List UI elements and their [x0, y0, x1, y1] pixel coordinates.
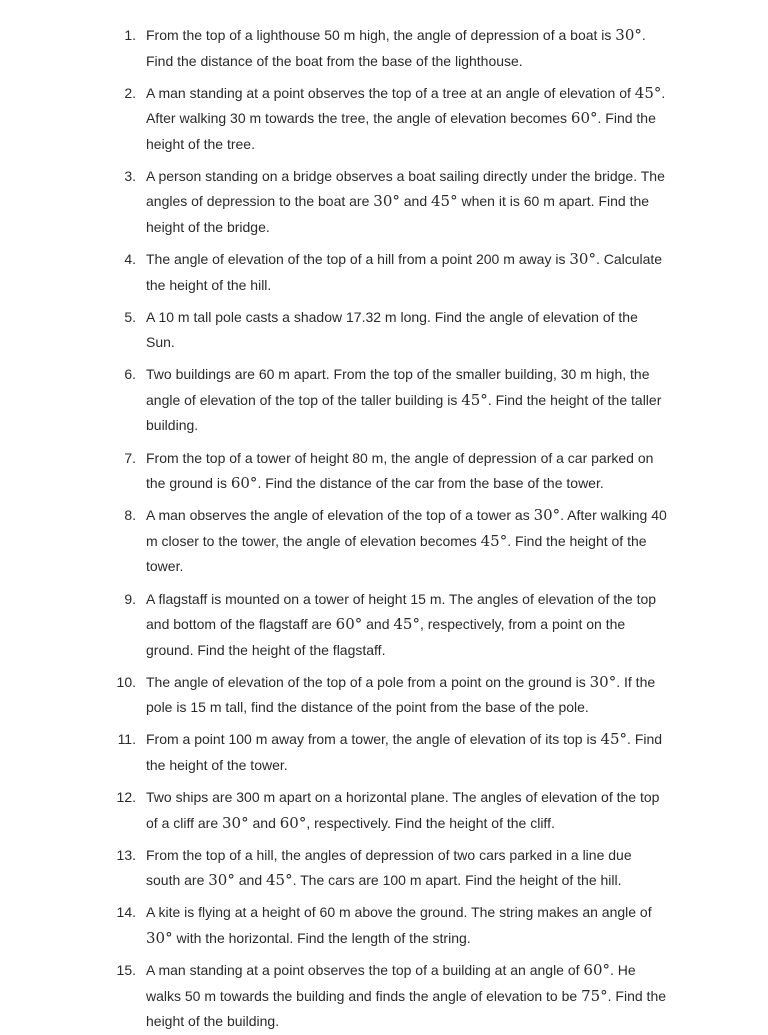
angle-value: 45° — [266, 871, 293, 890]
text-run: walks 50 m towards the building and finds the angle of elevation to be — [146, 987, 582, 1004]
angle-value: 60° — [583, 961, 611, 980]
text-run: height of the bridge. — [146, 218, 270, 235]
text-run: and — [234, 872, 266, 889]
problem-number: 4. — [124, 251, 136, 268]
angle-value: 30° — [373, 192, 400, 211]
text-run: A person standing on a bridge observes a boat sailing directly under the bridge. The — [146, 167, 665, 184]
problem-number: 8. — [124, 507, 136, 524]
problem-item — [0, 164, 708, 241]
problem-text — [146, 85, 665, 152]
problem-item — [0, 727, 708, 778]
text-run: Two buildings are 60 m apart. From the top of the smaller building, 30 m high, the — [146, 366, 650, 383]
text-run: A flagstaff is mounted on a tower of height 15 m. The angles of elevation of the top — [146, 590, 657, 607]
text-run: . — [641, 27, 646, 43]
angle-value: 45° — [461, 390, 488, 409]
problem-number: 12. — [116, 789, 136, 806]
text-run: . Find the distance of the car from the base of the tower. — [257, 475, 604, 492]
text-run: From the top of a lighthouse 50 m high, the angle of depression of a boat is — [146, 27, 616, 43]
problem-text — [146, 450, 653, 492]
text-run: . — [661, 84, 666, 101]
text-run: Sun. — [146, 334, 175, 351]
problem-text — [146, 904, 652, 946]
problem-text — [146, 27, 646, 69]
problem-list — [0, 23, 708, 1035]
angle-value: 30° — [569, 250, 596, 269]
problem-number: 10. — [116, 673, 136, 690]
text-run: with the horizontal. Find the length of the string. — [172, 929, 471, 946]
problem-text — [146, 731, 662, 773]
angle-value: 30° — [146, 928, 173, 947]
text-run: From the top of a hill, the angles of depression of two cars parked in a line due — [146, 846, 632, 863]
angle-value: 45° — [600, 730, 628, 749]
problem-number: 11. — [117, 731, 136, 748]
problem-item — [0, 23, 708, 74]
problem-item — [0, 305, 708, 356]
problem-number: 9. — [124, 590, 136, 607]
text-run: the height of the tower. — [146, 756, 288, 773]
text-run: angles of depression to the boat are — [146, 193, 374, 210]
text-run: The angle of elevation of the top of a hill from a point 200 m away is — [146, 251, 570, 268]
problem-number: 6. — [124, 366, 136, 383]
angle-value: 30° — [222, 813, 249, 832]
angle-value: 60° — [230, 474, 258, 493]
problem-text — [146, 962, 666, 1029]
text-run: of a cliff are — [146, 814, 223, 831]
angle-value: 45° — [393, 615, 420, 633]
text-run: . Find the — [597, 110, 656, 127]
problem-item — [0, 587, 708, 664]
problem-number: 7. — [124, 449, 136, 466]
text-run: ground. Find the height of the flagstaff. — [146, 641, 386, 658]
problem-item — [0, 503, 708, 580]
angle-value: 30° — [533, 506, 561, 525]
problem-item — [0, 843, 708, 894]
angle-value: 30° — [589, 672, 617, 691]
problem-item — [0, 81, 708, 158]
problem-text — [146, 847, 632, 889]
problem-item — [0, 670, 708, 721]
text-run: the ground is — [146, 475, 231, 492]
text-run: The angle of elevation of the top of a pole from a point on the ground is — [146, 673, 590, 690]
problem-number: 3. — [124, 167, 136, 184]
text-run: height of the building. — [146, 1013, 280, 1030]
problem-item — [0, 958, 708, 1035]
text-run: After walking 30 m towards the tree, the angle of elevation becomes — [146, 110, 571, 127]
angle-value: 45° — [431, 192, 458, 211]
angle-value: 75° — [581, 986, 608, 1005]
text-run: and — [399, 193, 432, 210]
problem-text — [146, 309, 638, 351]
problem-number: 14. — [116, 904, 136, 921]
text-run: . Find the height of the — [507, 532, 647, 549]
problem-number: 15. — [116, 962, 136, 979]
text-run: . Calculate — [595, 251, 663, 268]
problem-text — [146, 507, 667, 574]
problem-number: 2. — [124, 84, 136, 101]
problem-item — [0, 247, 708, 298]
text-run: Two ships are 300 m apart on a horizontal plane. The angles of elevation of the top — [146, 789, 660, 806]
angle-value: 60° — [570, 109, 598, 128]
problem-item — [0, 785, 708, 836]
text-run: and — [248, 814, 280, 831]
text-run: tower. — [146, 558, 184, 575]
angle-value: 30° — [208, 871, 235, 890]
problem-text — [146, 674, 655, 716]
text-run: height of the tree. — [146, 135, 255, 152]
text-run: From the top of a tower of height 80 m, the angle of depression of a car parked on — [146, 449, 654, 466]
angle-value: 30° — [615, 26, 642, 44]
text-run: A 10 m tall pole casts a shadow 17.32 m long. Find the angle of elevation of the — [146, 308, 638, 325]
problem-number: 1. — [124, 27, 136, 43]
problem-item — [0, 446, 708, 497]
text-run: and — [362, 616, 394, 632]
text-run: . He — [610, 962, 636, 979]
text-run: m closer to the tower, the angle of elevation becomes — [146, 532, 481, 549]
text-run: , respectively. Find the height of the cliff. — [306, 814, 555, 831]
angle-value: 60° — [279, 813, 307, 832]
text-run: A kite is flying at a height of 60 m above the ground. The string makes an angle of — [146, 904, 652, 921]
problem-number: 5. — [124, 308, 136, 325]
text-run: From a point 100 m away from a tower, the angle of elevation of its top is — [146, 731, 601, 748]
text-run: A man standing at a point observes the top of a tree at an angle of elevation of — [146, 84, 635, 101]
problem-text — [146, 591, 656, 658]
text-run: . The cars are 100 m apart. Find the height of the hill. — [292, 872, 622, 889]
text-run: building. — [146, 417, 199, 434]
problem-text — [146, 789, 659, 831]
text-run: angle of elevation of the top of the taller building is — [146, 391, 462, 408]
angle-value: 45° — [634, 83, 662, 102]
text-run: when it is 60 m apart. Find the — [457, 193, 650, 210]
text-run: A man standing at a point observes the top of a building at an angle of — [146, 962, 584, 979]
problem-item — [0, 362, 708, 439]
text-run: . If the — [616, 673, 656, 690]
angle-value: 60° — [335, 615, 363, 633]
problem-text — [146, 168, 665, 235]
problem-text — [146, 251, 662, 293]
text-run: the height of the hill. — [146, 276, 272, 293]
text-run: . Find the height of the taller — [487, 391, 662, 408]
text-run: . Find — [627, 731, 663, 748]
text-run: pole is 15 m tall, find the distance of the point from the base of the pole. — [146, 699, 589, 716]
text-run: . Find the — [607, 987, 667, 1004]
problem-number: 13. — [116, 846, 136, 863]
text-run: south are — [146, 872, 209, 889]
text-run: Find the distance of the boat from the base of the lighthouse. — [146, 52, 523, 69]
problem-item — [0, 900, 708, 951]
angle-value: 45° — [480, 531, 508, 550]
problem-text — [146, 366, 661, 433]
text-run: . After walking 40 — [560, 507, 667, 524]
text-run: A man observes the angle of elevation of the top of a tower as — [146, 507, 534, 524]
text-run: and bottom of the flagstaff are — [146, 616, 336, 632]
text-run: , respectively, from a point on the — [419, 616, 626, 632]
